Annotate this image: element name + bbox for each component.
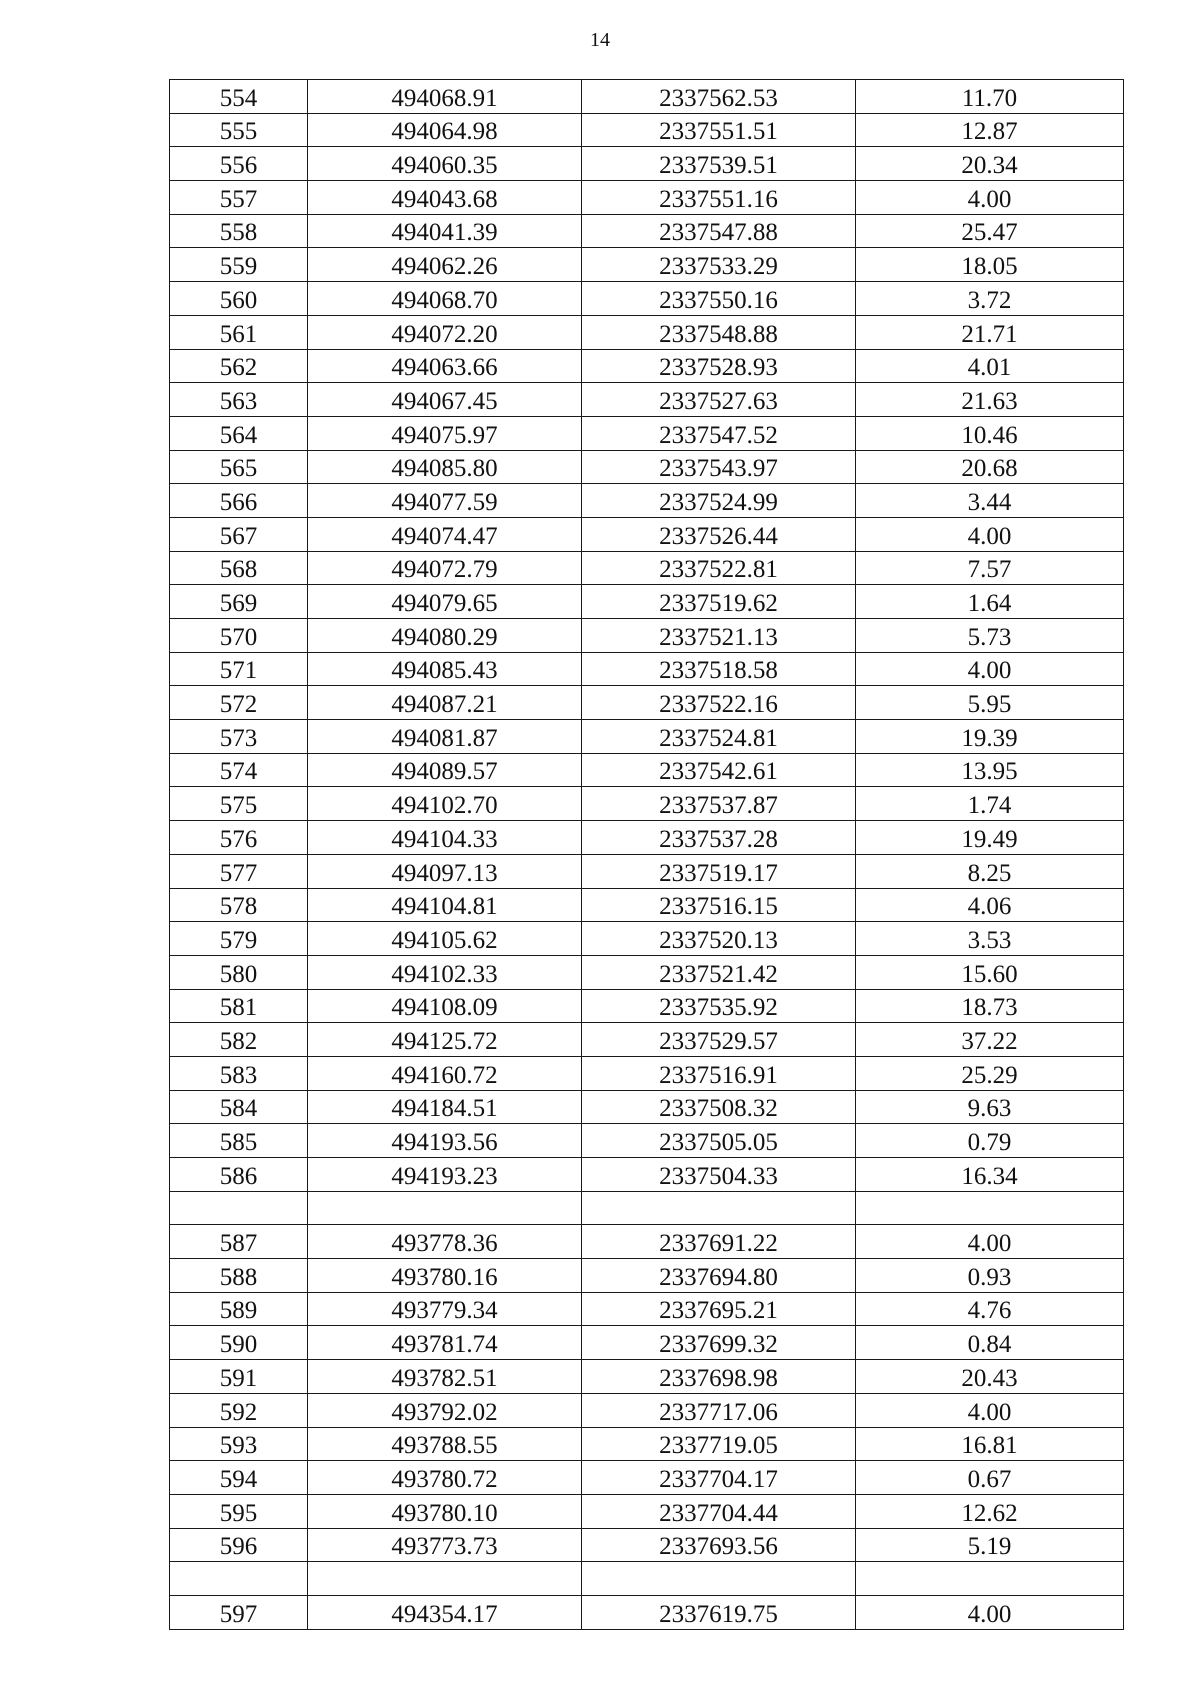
table-row: [170, 854, 1124, 888]
y-coordinate-cell: 2337524.81: [582, 720, 856, 754]
table-row: [170, 181, 1124, 215]
table-row: [170, 1528, 1124, 1562]
x-coordinate-cell: 494125.72: [308, 1023, 582, 1057]
y-coordinate-cell: 2337516.91: [582, 1056, 856, 1090]
point-number-cell: 557: [170, 181, 308, 215]
distance-cell: 5.73: [856, 619, 1124, 653]
y-coordinate-cell: 2337548.88: [582, 315, 856, 349]
x-coordinate-cell: 494105.62: [308, 922, 582, 956]
point-number-cell: 565: [170, 450, 308, 484]
x-coordinate-cell: 493782.51: [308, 1360, 582, 1394]
distance-cell: 13.95: [856, 753, 1124, 787]
x-coordinate-cell: 494184.51: [308, 1090, 582, 1124]
y-coordinate-cell: 2337533.29: [582, 248, 856, 282]
table-row: [170, 248, 1124, 282]
distance-cell: 19.39: [856, 720, 1124, 754]
distance-cell: 5.19: [856, 1528, 1124, 1562]
distance-cell: 1.74: [856, 787, 1124, 821]
point-number-cell: 597: [170, 1595, 308, 1629]
y-coordinate-cell: 2337537.28: [582, 821, 856, 855]
point-number-cell: 591: [170, 1360, 308, 1394]
point-number-cell: 589: [170, 1292, 308, 1326]
point-number-cell: 569: [170, 585, 308, 619]
distance-cell: 19.49: [856, 821, 1124, 855]
table-row: [170, 282, 1124, 316]
y-coordinate-cell: 2337516.15: [582, 888, 856, 922]
point-number-cell: 574: [170, 753, 308, 787]
x-coordinate-cell: 494068.91: [308, 80, 582, 114]
x-coordinate-cell: 494097.13: [308, 854, 582, 888]
point-number-cell: 593: [170, 1427, 308, 1461]
distance-cell: 18.05: [856, 248, 1124, 282]
point-number-cell: 556: [170, 147, 308, 181]
y-coordinate-cell: 2337547.88: [582, 214, 856, 248]
table-row: [170, 888, 1124, 922]
y-coordinate-cell: 2337551.51: [582, 113, 856, 147]
distance-cell: 20.68: [856, 450, 1124, 484]
point-number-cell: 596: [170, 1528, 308, 1562]
x-coordinate-cell: 494072.79: [308, 551, 582, 585]
point-number-cell: 582: [170, 1023, 308, 1057]
table-row: [170, 652, 1124, 686]
x-coordinate-cell: 493778.36: [308, 1225, 582, 1259]
x-coordinate-cell: 494063.66: [308, 349, 582, 383]
table-row: [170, 989, 1124, 1023]
table-row: [170, 315, 1124, 349]
distance-cell: 4.00: [856, 652, 1124, 686]
coordinate-table-body: [170, 80, 1124, 1630]
point-number-cell: 554: [170, 80, 308, 114]
distance-cell: 4.00: [856, 181, 1124, 215]
y-coordinate-cell: 2337520.13: [582, 922, 856, 956]
table-row: [170, 147, 1124, 181]
distance-cell: 8.25: [856, 854, 1124, 888]
y-coordinate-cell: 2337505.05: [582, 1124, 856, 1158]
table-row: [170, 1393, 1124, 1427]
point-number-cell: 561: [170, 315, 308, 349]
point-number-cell: [170, 1191, 308, 1225]
point-number-cell: 588: [170, 1259, 308, 1293]
y-coordinate-cell: 2337562.53: [582, 80, 856, 114]
table-row: [170, 1427, 1124, 1461]
x-coordinate-cell: 494087.21: [308, 686, 582, 720]
y-coordinate-cell: 2337694.80: [582, 1259, 856, 1293]
x-coordinate-cell: [308, 1562, 582, 1596]
x-coordinate-cell: [308, 1191, 582, 1225]
distance-cell: 25.47: [856, 214, 1124, 248]
distance-cell: 11.70: [856, 80, 1124, 114]
point-number-cell: 587: [170, 1225, 308, 1259]
distance-cell: 18.73: [856, 989, 1124, 1023]
distance-cell: 20.34: [856, 147, 1124, 181]
table-row: [170, 1090, 1124, 1124]
point-number-cell: 555: [170, 113, 308, 147]
y-coordinate-cell: 2337521.42: [582, 955, 856, 989]
y-coordinate-cell: 2337518.58: [582, 652, 856, 686]
table-row: [170, 955, 1124, 989]
y-coordinate-cell: 2337619.75: [582, 1595, 856, 1629]
table-row: [170, 585, 1124, 619]
table-row: [170, 1494, 1124, 1528]
point-number-cell: 581: [170, 989, 308, 1023]
table-row: [170, 551, 1124, 585]
table-row: [170, 113, 1124, 147]
table-row: [170, 1056, 1124, 1090]
distance-cell: 1.64: [856, 585, 1124, 619]
table-row: [170, 450, 1124, 484]
distance-cell: 3.72: [856, 282, 1124, 316]
x-coordinate-cell: 494104.81: [308, 888, 582, 922]
distance-cell: 16.34: [856, 1158, 1124, 1192]
point-number-cell: 564: [170, 416, 308, 450]
point-number-cell: 579: [170, 922, 308, 956]
point-number-cell: 585: [170, 1124, 308, 1158]
point-number-cell: 577: [170, 854, 308, 888]
point-number-cell: 570: [170, 619, 308, 653]
x-coordinate-cell: 493788.55: [308, 1427, 582, 1461]
point-number-cell: 580: [170, 955, 308, 989]
table-row: [170, 80, 1124, 114]
y-coordinate-cell: 2337691.22: [582, 1225, 856, 1259]
table-row: [170, 720, 1124, 754]
y-coordinate-cell: [582, 1562, 856, 1596]
distance-cell: 0.84: [856, 1326, 1124, 1360]
point-number-cell: 559: [170, 248, 308, 282]
point-number-cell: 576: [170, 821, 308, 855]
distance-cell: 4.06: [856, 888, 1124, 922]
table-row: [170, 1360, 1124, 1394]
y-coordinate-cell: 2337524.99: [582, 484, 856, 518]
table-row: [170, 214, 1124, 248]
distance-cell: 25.29: [856, 1056, 1124, 1090]
y-coordinate-cell: 2337719.05: [582, 1427, 856, 1461]
distance-cell: 4.00: [856, 517, 1124, 551]
table-row: [170, 753, 1124, 787]
distance-cell: 0.79: [856, 1124, 1124, 1158]
x-coordinate-cell: 493779.34: [308, 1292, 582, 1326]
distance-cell: 0.67: [856, 1461, 1124, 1495]
point-number-cell: 558: [170, 214, 308, 248]
y-coordinate-cell: 2337519.62: [582, 585, 856, 619]
y-coordinate-cell: 2337547.52: [582, 416, 856, 450]
y-coordinate-cell: 2337508.32: [582, 1090, 856, 1124]
y-coordinate-cell: 2337698.98: [582, 1360, 856, 1394]
y-coordinate-cell: 2337526.44: [582, 517, 856, 551]
y-coordinate-cell: [582, 1191, 856, 1225]
distance-cell: [856, 1191, 1124, 1225]
point-number-cell: 566: [170, 484, 308, 518]
x-coordinate-cell: 494041.39: [308, 214, 582, 248]
y-coordinate-cell: 2337551.16: [582, 181, 856, 215]
point-number-cell: 583: [170, 1056, 308, 1090]
table-row: [170, 484, 1124, 518]
point-number-cell: 586: [170, 1158, 308, 1192]
y-coordinate-cell: 2337717.06: [582, 1393, 856, 1427]
y-coordinate-cell: 2337693.56: [582, 1528, 856, 1562]
point-number-cell: 568: [170, 551, 308, 585]
distance-cell: 4.00: [856, 1595, 1124, 1629]
table-row: [170, 619, 1124, 653]
point-number-cell: 563: [170, 383, 308, 417]
x-coordinate-cell: 494193.23: [308, 1158, 582, 1192]
x-coordinate-cell: 494085.43: [308, 652, 582, 686]
x-coordinate-cell: 494104.33: [308, 821, 582, 855]
x-coordinate-cell: 494080.29: [308, 619, 582, 653]
y-coordinate-cell: 2337704.44: [582, 1494, 856, 1528]
x-coordinate-cell: 493780.16: [308, 1259, 582, 1293]
x-coordinate-cell: 494089.57: [308, 753, 582, 787]
distance-cell: 3.53: [856, 922, 1124, 956]
distance-cell: 3.44: [856, 484, 1124, 518]
y-coordinate-cell: 2337537.87: [582, 787, 856, 821]
x-coordinate-cell: 494067.45: [308, 383, 582, 417]
distance-cell: 9.63: [856, 1090, 1124, 1124]
distance-cell: [856, 1562, 1124, 1596]
distance-cell: 12.87: [856, 113, 1124, 147]
x-coordinate-cell: 494102.33: [308, 955, 582, 989]
y-coordinate-cell: 2337542.61: [582, 753, 856, 787]
y-coordinate-cell: 2337504.33: [582, 1158, 856, 1192]
page-number: 14: [590, 29, 610, 51]
y-coordinate-cell: 2337527.63: [582, 383, 856, 417]
y-coordinate-cell: 2337519.17: [582, 854, 856, 888]
blank-separator-row: [170, 1191, 1124, 1225]
x-coordinate-cell: 493773.73: [308, 1528, 582, 1562]
x-coordinate-cell: 494079.65: [308, 585, 582, 619]
point-number-cell: 590: [170, 1326, 308, 1360]
x-coordinate-cell: 493780.10: [308, 1494, 582, 1528]
table-row: [170, 1158, 1124, 1192]
x-coordinate-cell: 494043.68: [308, 181, 582, 215]
point-number-cell: 594: [170, 1461, 308, 1495]
table-row: [170, 922, 1124, 956]
distance-cell: 37.22: [856, 1023, 1124, 1057]
table-row: [170, 1124, 1124, 1158]
x-coordinate-cell: 494354.17: [308, 1595, 582, 1629]
point-number-cell: 571: [170, 652, 308, 686]
table-row: [170, 517, 1124, 551]
distance-cell: 4.76: [856, 1292, 1124, 1326]
point-number-cell: 578: [170, 888, 308, 922]
x-coordinate-cell: 494062.26: [308, 248, 582, 282]
distance-cell: 12.62: [856, 1494, 1124, 1528]
x-coordinate-cell: 494077.59: [308, 484, 582, 518]
y-coordinate-cell: 2337522.81: [582, 551, 856, 585]
distance-cell: 4.00: [856, 1225, 1124, 1259]
distance-cell: 7.57: [856, 551, 1124, 585]
point-number-cell: 572: [170, 686, 308, 720]
y-coordinate-cell: 2337704.17: [582, 1461, 856, 1495]
y-coordinate-cell: 2337522.16: [582, 686, 856, 720]
distance-cell: 0.93: [856, 1259, 1124, 1293]
distance-cell: 21.63: [856, 383, 1124, 417]
point-number-cell: [170, 1562, 308, 1596]
table-row: [170, 1259, 1124, 1293]
point-number-cell: 573: [170, 720, 308, 754]
table-row: [170, 686, 1124, 720]
distance-cell: 4.00: [856, 1393, 1124, 1427]
x-coordinate-cell: 494102.70: [308, 787, 582, 821]
table-row: [170, 416, 1124, 450]
x-coordinate-cell: 493781.74: [308, 1326, 582, 1360]
distance-cell: 21.71: [856, 315, 1124, 349]
y-coordinate-cell: 2337543.97: [582, 450, 856, 484]
x-coordinate-cell: 494085.80: [308, 450, 582, 484]
distance-cell: 15.60: [856, 955, 1124, 989]
point-number-cell: 562: [170, 349, 308, 383]
y-coordinate-cell: 2337695.21: [582, 1292, 856, 1326]
distance-cell: 5.95: [856, 686, 1124, 720]
table-row: [170, 1461, 1124, 1495]
y-coordinate-cell: 2337521.13: [582, 619, 856, 653]
table-row: [170, 1225, 1124, 1259]
x-coordinate-cell: 494072.20: [308, 315, 582, 349]
distance-cell: 4.01: [856, 349, 1124, 383]
table-row: [170, 383, 1124, 417]
x-coordinate-cell: 494068.70: [308, 282, 582, 316]
y-coordinate-cell: 2337699.32: [582, 1326, 856, 1360]
y-coordinate-cell: 2337539.51: [582, 147, 856, 181]
table-row: [170, 821, 1124, 855]
x-coordinate-cell: 494193.56: [308, 1124, 582, 1158]
y-coordinate-cell: 2337528.93: [582, 349, 856, 383]
x-coordinate-cell: 494160.72: [308, 1056, 582, 1090]
y-coordinate-cell: 2337529.57: [582, 1023, 856, 1057]
table-row: [170, 1326, 1124, 1360]
x-coordinate-cell: 493780.72: [308, 1461, 582, 1495]
table-row: [170, 1595, 1124, 1629]
distance-cell: 10.46: [856, 416, 1124, 450]
coordinate-table: [169, 79, 1124, 1630]
table-row: [170, 1023, 1124, 1057]
point-number-cell: 592: [170, 1393, 308, 1427]
x-coordinate-cell: 494064.98: [308, 113, 582, 147]
x-coordinate-cell: 494074.47: [308, 517, 582, 551]
blank-separator-row: [170, 1562, 1124, 1596]
point-number-cell: 595: [170, 1494, 308, 1528]
point-number-cell: 584: [170, 1090, 308, 1124]
table-row: [170, 349, 1124, 383]
point-number-cell: 575: [170, 787, 308, 821]
table-row: [170, 1292, 1124, 1326]
distance-cell: 20.43: [856, 1360, 1124, 1394]
y-coordinate-cell: 2337550.16: [582, 282, 856, 316]
x-coordinate-cell: 494075.97: [308, 416, 582, 450]
x-coordinate-cell: 493792.02: [308, 1393, 582, 1427]
point-number-cell: 567: [170, 517, 308, 551]
distance-cell: 16.81: [856, 1427, 1124, 1461]
y-coordinate-cell: 2337535.92: [582, 989, 856, 1023]
table-row: [170, 787, 1124, 821]
x-coordinate-cell: 494060.35: [308, 147, 582, 181]
x-coordinate-cell: 494081.87: [308, 720, 582, 754]
x-coordinate-cell: 494108.09: [308, 989, 582, 1023]
point-number-cell: 560: [170, 282, 308, 316]
